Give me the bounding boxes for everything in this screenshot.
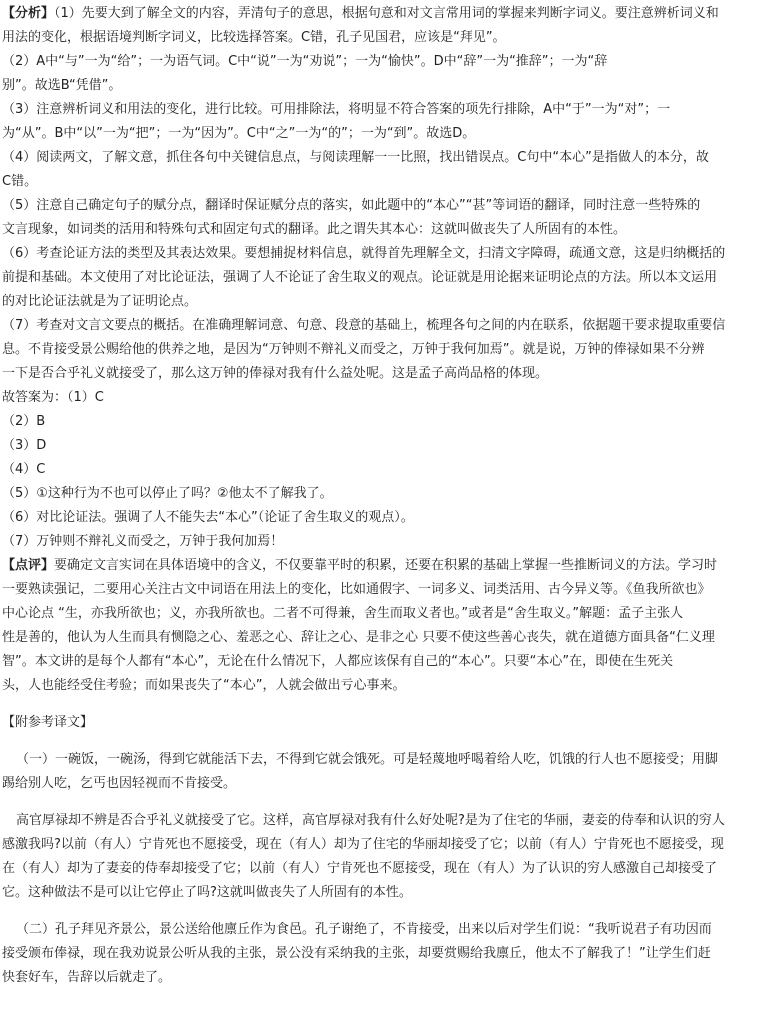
- translation-para3-line-2: 接受颁布俸禄，现在我劝说景公听从我的主张，景公没有采纳我的主张，却要赏赐给我廪丘，他太不了解我了！”让学生们赶: [2, 946, 711, 961]
- comment-line-3: 中心论点 “生，亦我所欲也；义，亦我所欲也。二者不可得兼，舍生而取义者也。”或者是“舍生取义。”解题：孟子主张人: [2, 606, 684, 621]
- analysis-line-5: （3）注意辨析词义和用法的变化，进行比较。可用排除法，将明显不符合答案的项先行排除，A中“于”一为“对”；一: [2, 102, 671, 117]
- analysis-text: （1）先要大到了解全文的内容，弄清句子的意思，根据句意和对文言常用词的掌握来判断字词义。要注意辨析词义和: [54, 6, 719, 21]
- translation-para2-line-1: 高官厚禄却不辨是否合乎礼义就接受了它。这样，高官厚禄对我有什么好处呢?是为了住宅的华丽，妻妾的侍奉和认识的穷人: [16, 813, 725, 828]
- analysis-line-10: 文言现象，如词类的活用和特殊句式和固定句式的翻译。此之谓失其本心：这就叫做丧失了人所固有的本性。: [2, 222, 627, 237]
- analysis-line-11: （6）考查论证方法的类型及其表达效果。要想捕捉材料信息，就得首先理解全文，扫清文字障碍，疏通文意，这是归纳概括的: [2, 246, 726, 261]
- analysis-line-8: C错。: [2, 174, 38, 189]
- analysis-line-6: 为“从”。B中“以”一为“把”；一为“因为”。C中“之”一为“的”；一为“到”。故选D。: [2, 126, 476, 141]
- comment-line-2: 一要熟读强记，二要用心关注古文中词语在用法上的变化，比如通假字、一词多义、词类活用、古今异义等。《鱼我所欲也》: [2, 582, 711, 597]
- analysis-line-12: 前提和基础。本文使用了对比论证法，强调了人不论证了舍生取义的观点。论证就是用论据来证明论点的方法。所以本文运用: [2, 270, 718, 285]
- answer-line-7: （7）万钟则不辩礼义而受之，万钟于我何加焉！: [2, 534, 284, 549]
- comment-text: 要确定文言实词在具体语境中的含义，不仅要靠平时的积累，还要在积累的基础上掌握一些推断词义的方法。学习时: [54, 558, 718, 573]
- comment-line-6: 头，人也能经受住考验；而如果丧失了“本心”，人就会做出亏心事来。: [2, 678, 406, 693]
- answer-line-5: （5）①这种行为不也可以停止了吗？②他太不了解我了。: [2, 486, 333, 501]
- answer-line-2: （2）B: [2, 414, 46, 429]
- translation-para2-line-2: 感激我吗?以前（有人）宁肯死也不愿接受，现在（有人）却为了住宅的华丽却接受了它；以前（有人）宁肯死也不愿接受，现: [2, 837, 724, 852]
- analysis-line-9: （5）注意自己确定句子的赋分点，翻译时保证赋分点的落实，如此题中的“本心”“甚”等词语的翻译，同时注意一些特殊的: [2, 198, 701, 213]
- comment-line-5: 智”。本文讲的是每个人都有“本心”，无论在什么情况下，人都应该保有自己的“本心”。只要“本心”在，即使在生死关: [2, 654, 674, 669]
- comment-line-4: 性是善的，他认为人生而具有恻隐之心、羞恶之心、辞让之心、是非之心 只要不使这些善心丧失，就在道德方面具备“仁义理: [2, 630, 715, 645]
- analysis-line-7: （4）阅读两文，了解文意，抓住各句中关键信息点，与阅读理解一一比照，找出错误点。C句中“本心”是指做人的本分，故: [2, 150, 709, 165]
- translation-para1-line-1: （一）一碗饭，一碗汤，得到它就能活下去，不得到它就会饿死。可是轻蔑地呼喝着给人吃，饥饿的行人也不愿接受；用脚: [16, 752, 719, 767]
- analysis-tag: 【分析】: [2, 6, 55, 21]
- translation-heading: 【附参考译文】: [2, 715, 94, 730]
- analysis-line-16: 一下是否合乎礼义就接受了，那么这万钟的俸禄对我有什么益处呢。这是孟子高尚品格的体现。: [2, 366, 549, 381]
- comment-line-1: [2, 554, 717, 578]
- translation-para3-line-3: 快套好车，告辞以后就走了。: [2, 970, 172, 985]
- analysis-line-1: [2, 2, 719, 26]
- translation-para2-line-3: 在（有人）却为了妻妾的侍奉却接受了它；以前（有人）宁肯死也不愿接受，现在（有人）为了认识的穷人感激自己却接受了: [2, 861, 718, 876]
- analysis-line-2: 用法的变化，根据语境判断字词义，比较选择答案。C错，孔子见国君，应该是“拜见”。: [2, 30, 506, 45]
- translation-para3-line-1: （二）孔子拜见齐景公，景公送给他廪丘作为食邑。孔子谢绝了，不肯接受，出来以后对学生们说：“我听说君子有功因而: [16, 922, 712, 937]
- analysis-line-4: 别”。故选B“凭借”。: [2, 78, 122, 93]
- analysis-line-14: （7）考查对文言文要点的概括。在准确理解词意、句意、段意的基础上，梳理各句之间的内在联系，依据题干要求提取重要信: [2, 318, 726, 333]
- analysis-line-3: （2）A中“与”一为“给”；一为语气词。C中“说”一为“劝说”；一为“愉快”。D中“辞”一为“推辞”；一为“辞: [2, 54, 608, 69]
- answer-line-1: 故答案为：（1）C: [2, 390, 104, 405]
- analysis-line-15: 息。不肯接受景公赐给他的供养之地，是因为“万钟则不辩礼义而受之，万钟于我何加焉”。就是说，万钟的俸禄如果不分辨: [2, 342, 705, 357]
- comment-tag: 【点评】: [2, 558, 55, 573]
- translation-para1-line-2: 踢给别人吃，乞丐也因轻视而不肯接受。: [2, 776, 237, 791]
- translation-para2-line-4: 它。这种做法不是可以让它停止了吗?这就叫做丧失了人所固有的本性。: [2, 885, 412, 900]
- analysis-line-13: 的对比论证法就是为了证明论点。: [2, 294, 198, 309]
- answer-line-4: （4）C: [2, 462, 46, 477]
- answer-line-6: （6）对比论证法。强调了人不能失去“本心”（论证了舍生取义的观点）。: [2, 510, 414, 525]
- answer-line-3: （3）D: [2, 438, 47, 453]
